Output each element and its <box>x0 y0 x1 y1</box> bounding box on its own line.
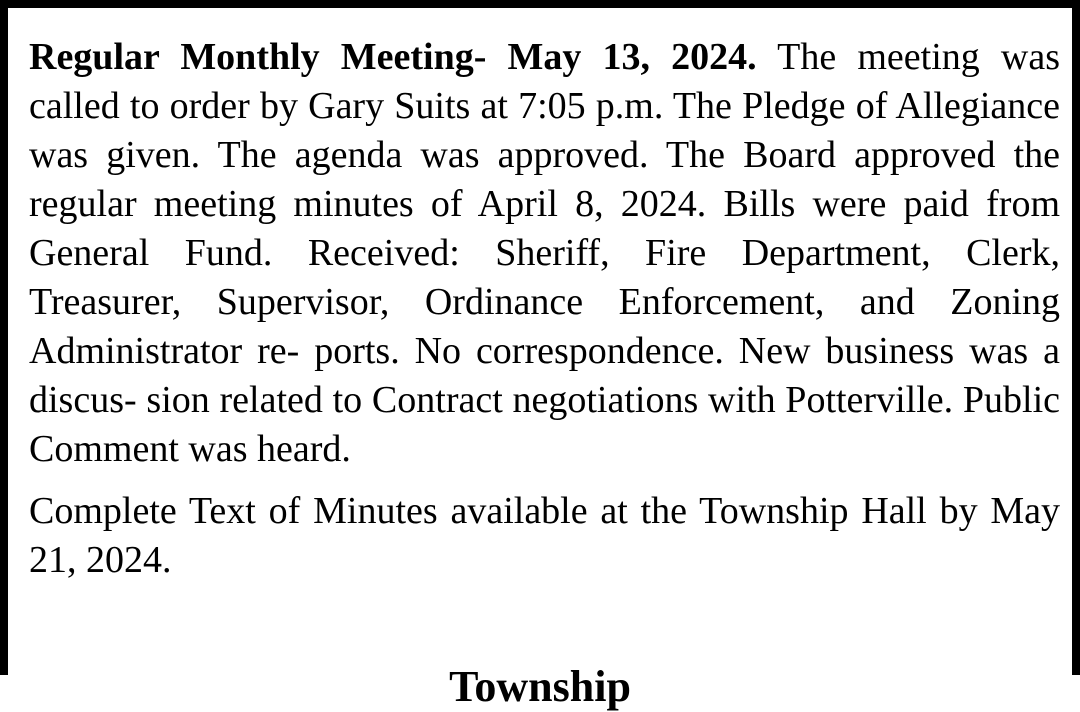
availability-paragraph <box>29 487 1060 585</box>
availability-line-2: by May 21, 2024. <box>29 490 1061 581</box>
availability-line-1: Complete Text of Minutes available at the Township Hall <box>29 490 927 532</box>
minutes-line-2: was called to order by Gary Suits at 7:05 p.m. The Pledge <box>29 36 1061 127</box>
minutes-line-1: The meeting <box>756 36 980 78</box>
minutes-line-10: Public Comment was heard. <box>29 379 1060 470</box>
notice-body <box>29 33 1060 585</box>
township-signature: Township <box>449 662 631 711</box>
minutes-line-3: of Allegiance was given. The agenda was approved. The <box>29 85 1060 176</box>
meeting-minutes-paragraph <box>29 33 1060 474</box>
minutes-line-8: ports. No correspondence. New business was a discus- <box>29 330 1060 421</box>
minutes-line-5: 8, 2024. Bills were paid from General Fund. Received: <box>29 183 1060 274</box>
minutes-line-7: Ordinance Enforcement, and Zoning Administrator re- <box>29 281 1061 372</box>
minutes-line-9: sion related to Contract negotiations with Potterville. <box>146 379 954 421</box>
minutes-line-6: Sheriff, Fire Department, Clerk, Treasurer, Supervisor, <box>29 232 1061 323</box>
minutes-line-4: Board approved the regular meeting minutes of April <box>29 134 1061 225</box>
meeting-heading: Regular Monthly Meeting- May 13, 2024. <box>29 36 757 78</box>
